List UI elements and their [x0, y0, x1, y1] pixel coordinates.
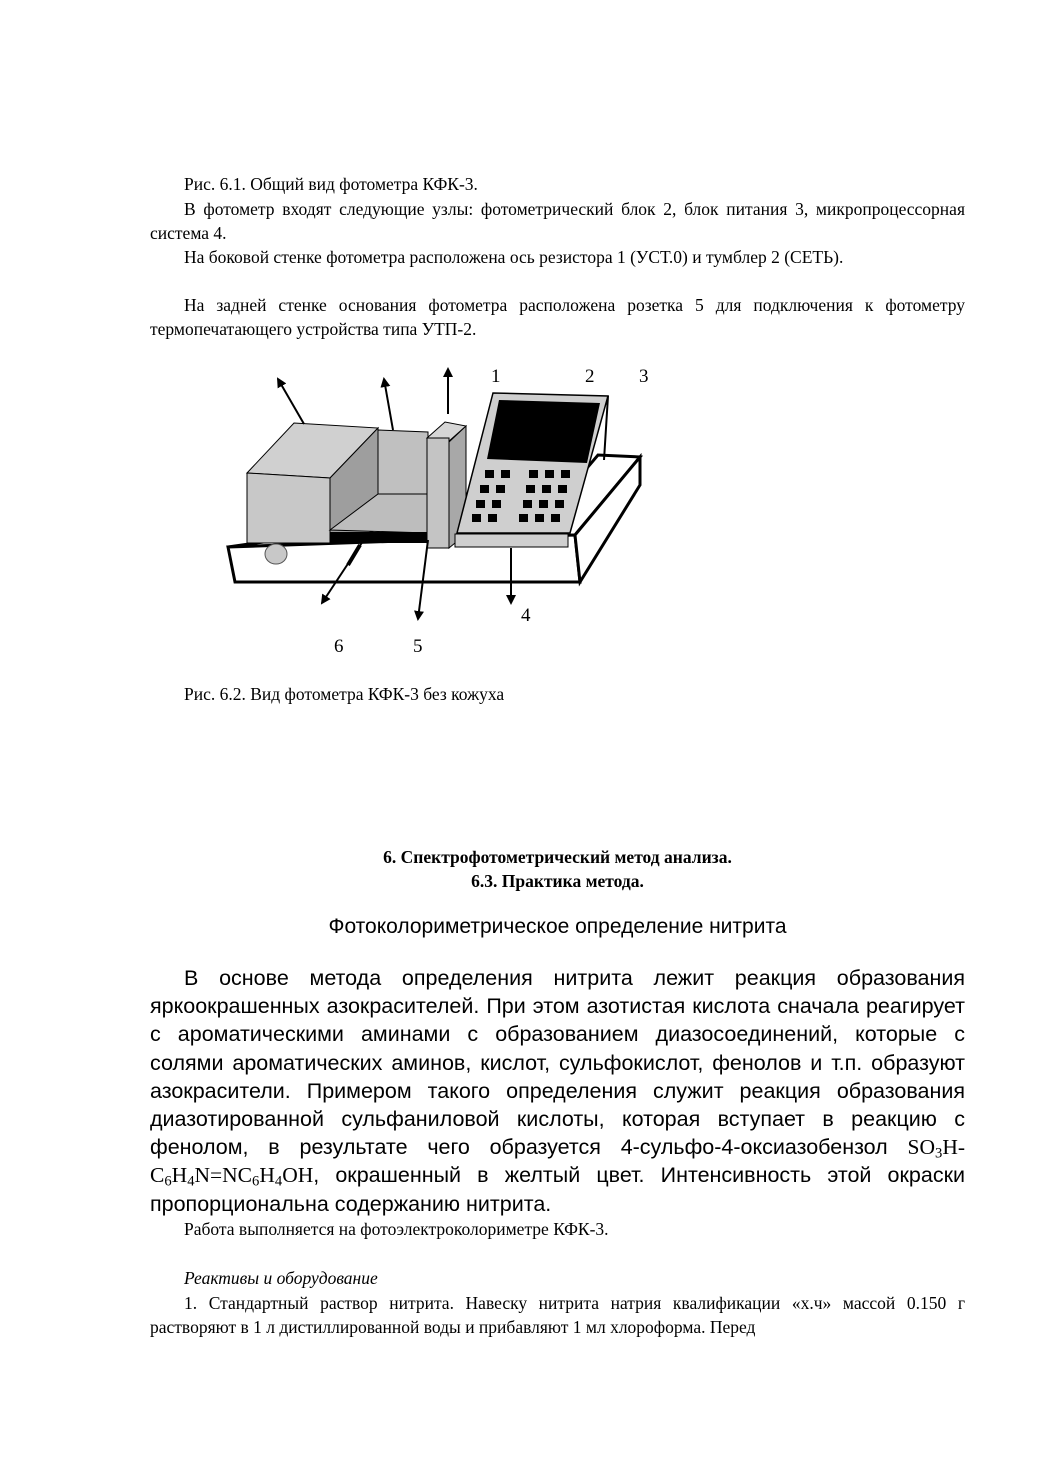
reagents-heading: Реактивы и оборудование: [184, 1268, 378, 1288]
paragraph-side-wall: На боковой стенке фотометра расположена ось резистора 1 (УСТ.0) и тумблер 2 (СЕТЬ).: [184, 247, 844, 267]
method-paragraph: [150, 964, 965, 1218]
resistor-knob: [265, 544, 287, 564]
paragraph-back-wall: На задней стенке основания фотометра расположена розетка 5 для подключения к фотометру термопечатающего устройства типа УТП-2.: [150, 295, 965, 339]
subsection-heading: 6.3. Практика метода.: [471, 871, 644, 891]
paragraph-units: В фотометр входят следующие узлы: фотометрический блок 2, блок питания 3, микропроцессорная система 4.: [150, 199, 965, 243]
photometer-diagram: [0, 350, 1039, 670]
reagent-item-1: 1. Стандартный раствор нитрита. Навеску нитрита натрия квалификации «х.ч» массой 0.150 г растворяют в 1 л дистиллированной воды и прибавляют 1 мл хлороформа. Перед: [150, 1293, 965, 1337]
figure-6-2-caption: Рис. 6.2. Вид фотометра КФК-3 без кожуха: [184, 684, 505, 704]
figure-6-1-caption: Рис. 6.1. Общий вид фотометра КФК-3.: [184, 174, 478, 194]
label-4: 4: [521, 605, 531, 626]
section-title: Фотоколориметрическое определение нитрита: [328, 915, 787, 938]
method-text-start: В основе метода определения нитрита лежит реакция образования яркоокрашенных азокрасителей. При этом азотистая кислота сначала реагирует с ароматическими аминами с образованием диазосоединений, которые с солями ароматических аминов, кислот, сульфокислот, фенолов и т.п. образуют азокрасители. Примером такого определения служит реакция образования диазотированной сульфаниловой кислоты, которая вступает в реакцию с фенолом, в результате чего образуется 4-сульфо-4-оксиазобензол: [150, 966, 965, 1160]
label-1: 1: [491, 366, 501, 387]
label-2: 2: [585, 366, 595, 387]
work-line: Работа выполняется на фотоэлектроколориметре КФК-3.: [184, 1219, 609, 1239]
label-3: 3: [639, 366, 649, 387]
label-6: 6: [334, 636, 344, 657]
label-5: 5: [413, 636, 423, 657]
chapter-heading: 6. Спектрофотометрический метод анализа.: [383, 847, 732, 867]
method-text-end: , окрашенный в желтый цвет. Интенсивность этой окраски пропорциональна содержанию нитрита.: [150, 1163, 965, 1216]
formula-text: $SO_3H-C_6H_4N=NC_6H_4OH$: [150, 1135, 965, 1191]
